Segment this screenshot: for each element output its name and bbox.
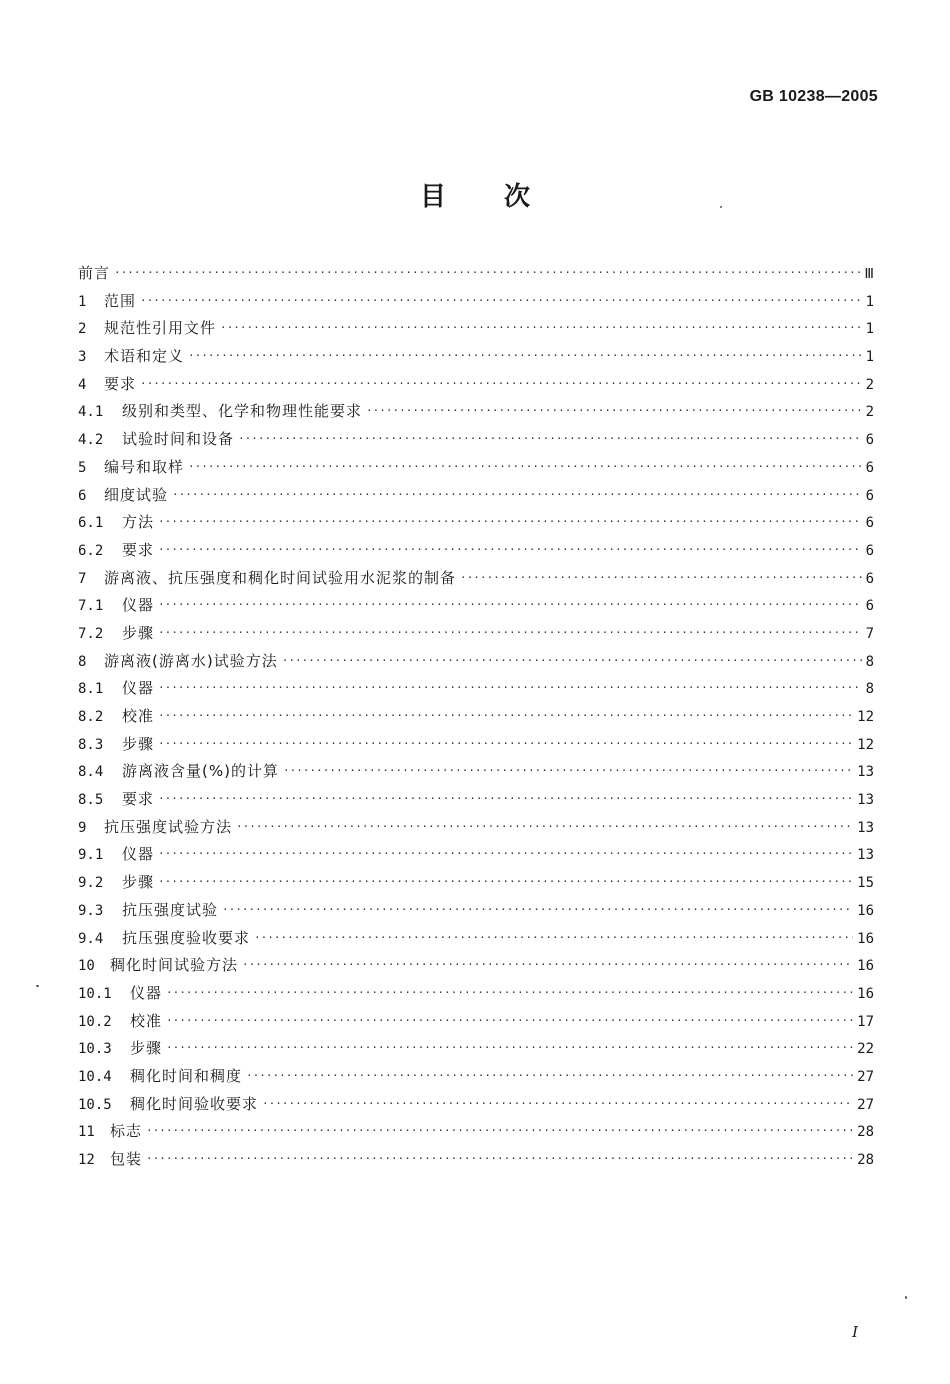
toc-entry-number: 10.3 [78,1041,112,1058]
toc-entry-page: 12 [857,709,874,725]
toc-entry-page: 6 [865,487,874,504]
toc-entry-title: 游离液(游离水)试验方法 [104,651,278,670]
toc-entry-title: 规范性引用文件 [104,319,217,338]
toc-entry [78,539,874,567]
toc-leader-dots [158,847,853,860]
page-number: I [852,1323,858,1341]
toc-entry-title: 要求 [122,790,155,809]
toc-leader-dots [140,377,862,390]
toc-leader-dots [166,1041,853,1054]
toc-entry [78,1065,874,1093]
toc-entry [78,705,874,733]
toc-entry [78,456,874,484]
toc-entry-page: 16 [857,985,874,1002]
toc-entry [78,262,874,290]
toc-leader-dots [158,709,853,722]
toc-leader-dots [166,986,853,999]
toc-entry [78,567,874,595]
toc-entry-number: 8.4 [78,764,104,781]
toc-leader-dots [366,404,862,417]
toc-entry-title: 仪器 [122,845,155,864]
toc-entry-page: 2 [865,376,874,393]
toc-entry-number: 9.1 [78,847,104,864]
toc-leader-dots [283,764,853,777]
toc-entry-page: 6 [865,542,874,559]
toc-entry-number: 10.1 [78,985,112,1002]
toc-entry-number: 11 [78,1124,95,1141]
toc-entry-number: 3 [78,349,87,366]
toc-entry [78,733,874,761]
toc-entry-title: 抗压强度验收要求 [122,928,251,947]
toc-entry-number: 2 [78,321,87,338]
toc-entry-page: 27 [857,1096,874,1113]
toc-entry-number: 4.2 [78,432,104,449]
toc-entry [78,373,874,401]
scan-speck [905,1296,907,1299]
toc-entry-title: 游离液含量(%)的计算 [122,762,279,781]
toc-entry-title: 试验时间和设备 [122,430,235,449]
toc-leader-dots [222,903,853,916]
toc-entry-page: 16 [857,930,874,947]
toc-leader-dots [146,1124,853,1137]
toc-entry-title: 编号和取样 [104,457,185,476]
toc-entry-title: 抗压强度试验 [122,900,219,919]
toc-entry-page: 28 [857,1124,874,1141]
toc-leader-dots [158,737,853,750]
toc-entry-number: 9.2 [78,875,104,892]
toc-leader-dots [158,875,853,888]
toc-entry [78,290,874,318]
toc-entry-page: 13 [857,764,874,781]
toc-leader-dots [158,792,853,805]
toc-leader-dots [158,543,862,556]
toc-entry [78,1037,874,1065]
toc-entry-number: 10 [78,958,95,975]
toc-leader-dots [158,681,862,694]
toc-entry-title: 要求 [104,374,137,393]
toc-entry [78,899,874,927]
toc-entry-page: 13 [857,847,874,864]
toc-entry-title: 细度试验 [104,485,169,504]
toc-entry-title: 范围 [104,291,137,310]
toc-leader-dots [158,598,862,611]
toc-entry-number: 8 [78,653,87,670]
toc-entry [78,927,874,955]
toc-entry-page: 15 [857,875,874,892]
toc-leader-dots [242,958,853,971]
toc-entry-page: 22 [857,1041,874,1058]
toc-entry-number: 6.1 [78,515,104,532]
toc-leader-dots [114,266,860,279]
toc-leader-dots [188,460,862,473]
toc-entry-number: 8.2 [78,709,104,725]
scan-speck [720,206,722,208]
toc-entry-title: 校准 [122,707,155,725]
toc-entry-title: 游离液、抗压强度和稠化时间试验用水泥浆的制备 [104,568,457,587]
toc-entry-title: 步骤 [122,873,155,892]
toc-entry-title: 仪器 [130,983,163,1002]
toc-entry [78,650,874,678]
toc-entry-title: 仪器 [122,679,155,698]
toc-entry-page: 16 [857,902,874,919]
toc-leader-dots [166,1014,853,1027]
toc-entry [78,843,874,871]
toc-entry-title: 稠化时间试验方法 [110,956,239,975]
toc-entry-title: 步骤 [130,1039,163,1058]
toc-entry [78,1120,874,1148]
toc-entry-number: 7.2 [78,625,104,642]
toc-leader-dots [238,432,862,445]
toc-entry-number: 4 [78,376,87,393]
toc-entry-number: 1 [78,293,87,310]
toc-leader-dots [262,1097,853,1110]
title-char-1: 目 [419,182,446,212]
toc-entry-title: 级别和类型、化学和物理性能要求 [122,402,363,421]
toc-leader-dots [158,626,862,639]
toc-entry-title: 步骤 [122,734,155,753]
table-of-contents [78,262,874,1176]
toc-entry-page: Ⅲ [864,266,874,282]
toc-leader-dots [188,349,862,362]
toc-leader-dots [246,1069,853,1082]
toc-entry-page: 6 [865,459,874,476]
toc-entry-title: 仪器 [122,596,155,615]
toc-entry [78,677,874,705]
toc-entry-number: 8.3 [78,736,104,753]
toc-entry [78,428,874,456]
toc-entry-page: 16 [857,958,874,975]
toc-entry [78,982,874,1010]
toc-entry-number: 9.4 [78,930,104,947]
toc-entry [78,345,874,373]
toc-entry-number: 8.5 [78,792,104,809]
toc-entry-number: 7 [78,570,87,587]
toc-entry-page: 1 [865,293,874,310]
toc-leader-dots [158,515,862,528]
toc-entry-page: 27 [857,1068,874,1085]
toc-entry-page: 6 [865,570,874,587]
toc-entry-page: 7 [865,625,874,642]
toc-entry-page: 6 [865,515,874,532]
toc-entry-number: 6.2 [78,542,104,559]
toc-entry-page: 1 [865,349,874,366]
toc-entry-page: 17 [857,1013,874,1030]
toc-entry-page: 6 [865,432,874,449]
toc-leader-dots [140,294,862,307]
toc-entry [78,954,874,982]
toc-entry-number: 4.1 [78,404,104,421]
toc-entry-title: 前言 [78,264,111,282]
toc-entry [78,484,874,512]
toc-leader-dots [220,321,862,334]
toc-entry [78,760,874,788]
toc-entry-number: 9 [78,819,87,836]
toc-entry [78,594,874,622]
toc-leader-dots [254,931,853,944]
toc-entry [78,511,874,539]
toc-entry [78,816,874,844]
toc-leader-dots [172,488,862,501]
page-title [0,176,950,213]
toc-entry-page: 12 [857,736,874,753]
toc-entry-title: 包装 [110,1150,143,1168]
toc-entry-number: 9.3 [78,902,104,919]
toc-leader-dots [146,1152,853,1165]
toc-entry-number: 12 [78,1152,95,1168]
toc-entry-number: 8.1 [78,681,104,698]
toc-entry-number: 10.5 [78,1096,112,1113]
toc-entry-title: 标志 [110,1122,143,1141]
toc-entry-number: 5 [78,459,87,476]
toc-entry [78,1093,874,1121]
toc-entry-title: 稠化时间和稠度 [130,1066,243,1085]
toc-entry-number: 7.1 [78,598,104,615]
toc-entry-page: 28 [857,1152,874,1168]
scan-speck [36,985,39,987]
toc-entry-page: 13 [857,792,874,809]
toc-entry-number: 10.2 [78,1013,112,1030]
toc-entry-title: 稠化时间验收要求 [130,1094,259,1113]
toc-entry-title: 要求 [122,540,155,559]
toc-entry-title: 校准 [130,1011,163,1030]
toc-entry-number: 10.4 [78,1068,112,1085]
toc-entry [78,871,874,899]
toc-entry [78,1148,874,1176]
toc-entry-number: 6 [78,487,87,504]
toc-entry-title: 术语和定义 [104,347,185,366]
toc-entry-title: 步骤 [122,623,155,642]
toc-entry [78,400,874,428]
toc-leader-dots [460,571,862,584]
toc-entry [78,1010,874,1038]
toc-leader-dots [282,654,862,667]
toc-entry [78,788,874,816]
title-char-2: 次 [504,182,531,212]
toc-entry-title: 抗压强度试验方法 [104,817,233,836]
toc-entry-page: 2 [865,404,874,421]
standard-code: GB 10238—2005 [749,88,878,105]
toc-entry-page: 1 [865,321,874,338]
toc-entry-title: 方法 [122,513,155,532]
toc-entry [78,317,874,345]
toc-entry-page: 13 [857,819,874,836]
toc-entry-page: 8 [865,653,874,670]
toc-entry [78,622,874,650]
toc-leader-dots [236,820,853,833]
toc-entry-page: 8 [865,681,874,698]
toc-entry-page: 6 [865,598,874,615]
